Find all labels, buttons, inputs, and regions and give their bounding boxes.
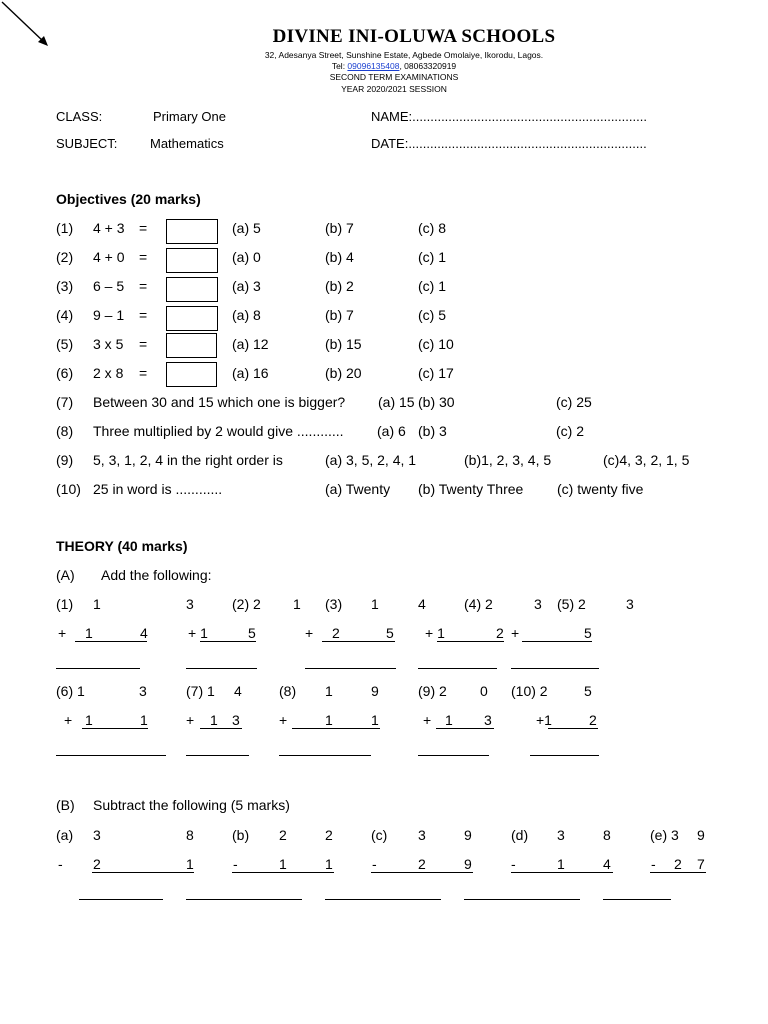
add-cell: 1 bbox=[85, 712, 93, 728]
add-cell: (3) bbox=[325, 596, 343, 612]
equals-sign: = bbox=[139, 365, 148, 381]
add-cell: 1 bbox=[325, 683, 333, 699]
question-number: (5) bbox=[56, 336, 74, 352]
session: YEAR 2020/2021 SESSION bbox=[341, 84, 447, 94]
underline bbox=[200, 641, 256, 642]
sub-cell: - bbox=[58, 856, 63, 872]
add-cell: + bbox=[305, 625, 314, 641]
answer-box[interactable] bbox=[166, 277, 218, 302]
add-cell: 3 bbox=[139, 683, 147, 699]
answer-box[interactable] bbox=[166, 306, 218, 331]
answer-box[interactable] bbox=[166, 248, 218, 273]
sub-cell: 3 bbox=[93, 827, 101, 843]
question-number: (1) bbox=[56, 220, 74, 236]
option-c: (c)4, 3, 2, 1, 5 bbox=[603, 452, 690, 468]
answer-line bbox=[418, 755, 489, 756]
add-cell: 3 bbox=[232, 712, 240, 728]
sub-cell: 2 bbox=[325, 827, 333, 843]
option-a: (a) 16 bbox=[232, 365, 269, 381]
option-c: (c) 1 bbox=[418, 249, 446, 265]
answer-line bbox=[79, 899, 163, 900]
answer-line bbox=[186, 755, 249, 756]
answer-line bbox=[418, 668, 497, 669]
add-cell: + bbox=[423, 712, 432, 728]
option-a: (a) 12 bbox=[232, 336, 269, 352]
add-cell: 3 bbox=[626, 596, 634, 612]
sub-cell: - bbox=[511, 856, 516, 872]
sub-cell: (d) bbox=[511, 827, 529, 843]
date-field: DATE:.................................................................. bbox=[371, 136, 647, 151]
option-b: (b) 4 bbox=[325, 249, 354, 265]
underline bbox=[548, 728, 598, 729]
underline bbox=[232, 872, 334, 873]
add-cell: 5 bbox=[248, 625, 256, 641]
exam-title: SECOND TERM EXAMINATIONS bbox=[329, 72, 459, 82]
option-c: (c) twenty five bbox=[557, 481, 644, 497]
question-number: (10) bbox=[56, 481, 81, 497]
class-value: Primary One bbox=[153, 109, 226, 124]
add-cell: 4 bbox=[140, 625, 148, 641]
question-text: Between 30 and 15 which one is bigger? bbox=[93, 394, 346, 410]
sub-cell: 2 bbox=[279, 827, 287, 843]
underline bbox=[92, 872, 194, 873]
sub-cell: 1 bbox=[557, 856, 565, 872]
add-cell: + bbox=[64, 712, 73, 728]
option-c: (c) 1 bbox=[418, 278, 446, 294]
question-expression: 4 + 0 bbox=[93, 249, 125, 265]
add-cell: (5) 2 bbox=[557, 596, 586, 612]
theory-heading: THEORY (40 marks) bbox=[56, 538, 188, 554]
option-c: (c) 10 bbox=[418, 336, 454, 352]
add-cell: (7) 1 bbox=[186, 683, 215, 699]
sub-cell: - bbox=[233, 856, 238, 872]
add-cell: 4 bbox=[418, 596, 426, 612]
answer-box[interactable] bbox=[166, 219, 218, 244]
answer-box[interactable] bbox=[166, 362, 217, 387]
option-b: (b) 2 bbox=[325, 278, 354, 294]
add-cell: (10) 2 bbox=[511, 683, 548, 699]
tel-prefix: Tel: bbox=[331, 61, 348, 71]
equals-sign: = bbox=[139, 278, 148, 294]
name-field: NAME:................................................................. bbox=[371, 109, 647, 124]
sub-cell: 8 bbox=[186, 827, 194, 843]
question-number: (6) bbox=[56, 365, 74, 381]
option-b: (b)1, 2, 3, 4, 5 bbox=[464, 452, 552, 468]
option-b: (b) 15 bbox=[325, 336, 362, 352]
section-b-label: (B) bbox=[56, 797, 75, 813]
option-b: (b) 7 bbox=[325, 307, 354, 323]
question-text: 25 in word is ............ bbox=[93, 481, 223, 497]
section-b-instruction: Subtract the following (5 marks) bbox=[93, 797, 290, 813]
answer-line bbox=[56, 668, 140, 669]
equals-sign: = bbox=[139, 336, 148, 352]
add-cell: (1) bbox=[56, 596, 74, 612]
option-a: (a) 15 bbox=[378, 394, 415, 410]
underline bbox=[371, 872, 473, 873]
sub-cell: 2 bbox=[674, 856, 682, 872]
add-cell: + 1 bbox=[188, 625, 208, 641]
add-cell: 5 bbox=[584, 625, 592, 641]
add-cell: 1 bbox=[140, 712, 148, 728]
sub-cell: (a) bbox=[56, 827, 74, 843]
add-cell: + bbox=[186, 712, 195, 728]
sub-cell: 1 bbox=[186, 856, 194, 872]
underline bbox=[200, 728, 242, 729]
add-cell: (9) 2 bbox=[418, 683, 447, 699]
section-a-instruction: Add the following: bbox=[101, 567, 212, 583]
add-cell: 3 bbox=[534, 596, 542, 612]
question-expression: 2 x 8 bbox=[93, 365, 124, 381]
add-cell: 0 bbox=[480, 683, 488, 699]
sub-cell: 1 bbox=[325, 856, 333, 872]
underline bbox=[650, 872, 706, 873]
add-cell: 3 bbox=[484, 712, 492, 728]
sub-cell: 9 bbox=[464, 827, 472, 843]
add-cell: 9 bbox=[371, 683, 379, 699]
add-cell: 1 bbox=[93, 596, 101, 612]
add-cell: 5 bbox=[386, 625, 394, 641]
sub-cell: 2 bbox=[418, 856, 426, 872]
add-cell: 4 bbox=[234, 683, 242, 699]
add-cell: +1 bbox=[536, 712, 552, 728]
underline bbox=[437, 641, 504, 642]
sub-cell: (c) bbox=[371, 827, 388, 843]
question-number: (9) bbox=[56, 452, 74, 468]
question-text: 5, 3, 1, 2, 4 in the right order is bbox=[93, 452, 283, 468]
section-a-label: (A) bbox=[56, 567, 75, 583]
answer-line bbox=[464, 899, 580, 900]
add-cell: 3 bbox=[186, 596, 194, 612]
option-b: (b) 3 bbox=[418, 423, 447, 439]
add-cell: 1 bbox=[85, 625, 93, 641]
add-cell: + 1 bbox=[425, 625, 445, 641]
add-cell: 1 bbox=[371, 712, 379, 728]
underline bbox=[82, 728, 148, 729]
telephone-line bbox=[0, 61, 768, 71]
sub-cell: (b) bbox=[232, 827, 250, 843]
equals-sign: = bbox=[139, 307, 148, 323]
option-a: (a) 5 bbox=[232, 220, 261, 236]
sub-cell: (e) 3 bbox=[650, 827, 679, 843]
objectives-heading: Objectives (20 marks) bbox=[56, 191, 201, 207]
underline bbox=[75, 641, 147, 642]
tel-link[interactable]: 09096135408 bbox=[347, 61, 400, 71]
option-a: (a) Twenty bbox=[325, 481, 391, 497]
add-cell: + bbox=[279, 712, 288, 728]
sub-cell: 3 bbox=[557, 827, 565, 843]
option-a: (a) 3, 5, 2, 4, 1 bbox=[325, 452, 417, 468]
option-b: (b) 30 bbox=[418, 394, 455, 410]
underline bbox=[511, 872, 613, 873]
add-cell: 2 bbox=[589, 712, 597, 728]
subject-value: Mathematics bbox=[150, 136, 224, 151]
sub-cell: - bbox=[372, 856, 377, 872]
sub-cell: 2 bbox=[93, 856, 101, 872]
sub-cell: 7 bbox=[697, 856, 705, 872]
add-cell: 1 bbox=[210, 712, 218, 728]
add-cell: 1 bbox=[293, 596, 301, 612]
question-expression: 9 – 1 bbox=[93, 307, 125, 323]
add-cell: 2 bbox=[496, 625, 504, 641]
tel-rest: , 08063320919 bbox=[399, 61, 457, 71]
add-cell: (2) 2 bbox=[232, 596, 261, 612]
answer-line bbox=[279, 755, 371, 756]
sub-cell: 4 bbox=[603, 856, 611, 872]
option-c: (c) 5 bbox=[418, 307, 446, 323]
option-a: (a) 0 bbox=[232, 249, 261, 265]
underline bbox=[292, 728, 380, 729]
add-cell: (6) 1 bbox=[56, 683, 85, 699]
option-a: (a) 8 bbox=[232, 307, 261, 323]
option-b: (b) 7 bbox=[325, 220, 354, 236]
equals-sign: = bbox=[139, 249, 148, 265]
underline bbox=[436, 728, 494, 729]
option-a: (a) 3 bbox=[232, 278, 261, 294]
add-cell: 1 bbox=[445, 712, 453, 728]
answer-line bbox=[603, 899, 671, 900]
subject-label: SUBJECT: bbox=[56, 136, 118, 151]
question-number: (2) bbox=[56, 249, 74, 265]
school-name: DIVINE INI-OLUWA SCHOOLS bbox=[272, 26, 556, 47]
equals-sign: = bbox=[139, 220, 148, 236]
add-cell: (8) bbox=[279, 683, 297, 699]
option-c: (c) 2 bbox=[556, 423, 584, 439]
answer-line bbox=[530, 755, 599, 756]
option-b: (b) 20 bbox=[325, 365, 362, 381]
school-address: 32, Adesanya Street, Sunshine Estate, Agbede Omolaiye, Ikorodu, Lagos. bbox=[264, 50, 544, 60]
add-cell: 5 bbox=[584, 683, 592, 699]
add-cell: + bbox=[511, 625, 520, 641]
option-c: (c) 17 bbox=[418, 365, 454, 381]
add-cell: 2 bbox=[332, 625, 340, 641]
answer-line bbox=[305, 668, 396, 669]
underline bbox=[522, 641, 592, 642]
add-cell: + bbox=[58, 625, 67, 641]
underline bbox=[322, 641, 395, 642]
question-expression: 6 – 5 bbox=[93, 278, 125, 294]
sub-cell: 3 bbox=[418, 827, 426, 843]
question-number: (4) bbox=[56, 307, 74, 323]
sub-cell: 9 bbox=[697, 827, 705, 843]
answer-box[interactable] bbox=[166, 333, 217, 358]
answer-line bbox=[186, 668, 257, 669]
question-number: (3) bbox=[56, 278, 74, 294]
answer-line bbox=[186, 899, 302, 900]
answer-line bbox=[511, 668, 599, 669]
option-c: (c) 25 bbox=[556, 394, 592, 410]
class-label: CLASS: bbox=[56, 109, 103, 124]
question-number: (8) bbox=[56, 423, 74, 439]
sub-cell: 9 bbox=[464, 856, 472, 872]
add-cell: (4) 2 bbox=[464, 596, 493, 612]
option-b: (b) Twenty Three bbox=[418, 481, 524, 497]
question-number: (7) bbox=[56, 394, 74, 410]
answer-line bbox=[325, 899, 441, 900]
add-cell: 1 bbox=[371, 596, 379, 612]
option-c: (c) 8 bbox=[418, 220, 446, 236]
answer-line bbox=[56, 755, 166, 756]
sub-cell: 8 bbox=[603, 827, 611, 843]
option-a: (a) 6 bbox=[377, 423, 406, 439]
question-expression: 3 x 5 bbox=[93, 336, 124, 352]
sub-cell: 1 bbox=[279, 856, 287, 872]
add-cell: 1 bbox=[325, 712, 333, 728]
question-text: Three multiplied by 2 would give ............ bbox=[93, 423, 344, 439]
question-expression: 4 + 3 bbox=[93, 220, 125, 236]
sub-cell: - bbox=[651, 856, 656, 872]
